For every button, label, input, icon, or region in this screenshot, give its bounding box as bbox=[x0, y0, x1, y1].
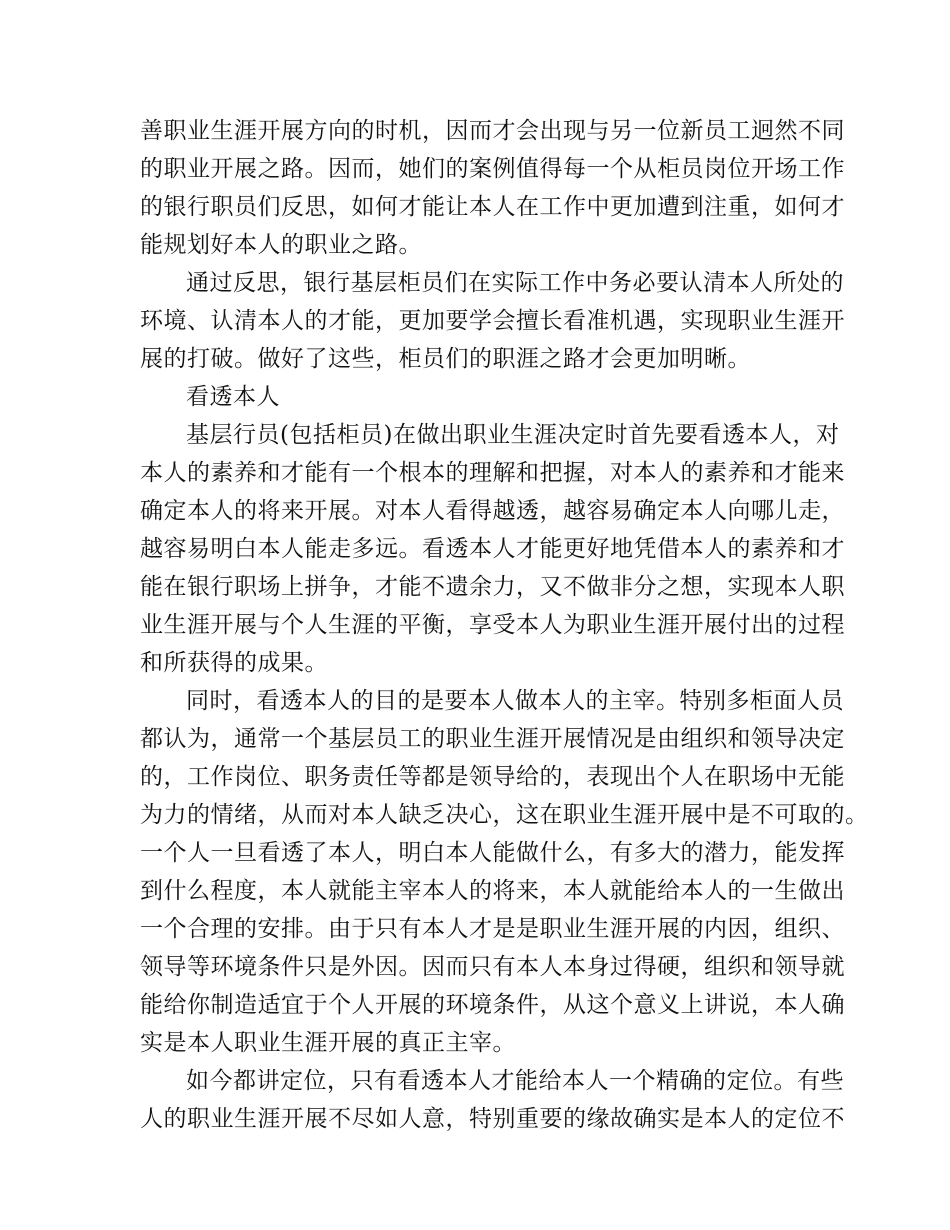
text-line: 能给你制造适宜于个人开展的环境条件，从这个意义上讲说，本人确 bbox=[140, 992, 845, 1018]
text-line: 一个合理的安排。由于只有本人才是是职业生涯开展的内因，组织、 bbox=[140, 916, 845, 942]
text-line: 为力的情绪，从而对本人缺乏决心，这在职业生涯开展中是不可取的。 bbox=[140, 802, 869, 828]
heading-text: 看透本人 bbox=[186, 384, 280, 410]
text-line: 确定本人的将来开展。对本人看得越透，越容易确定本人向哪儿走， bbox=[140, 498, 845, 524]
text-line: 本人的素养和才能有一个根本的理解和把握，对本人的素养和才能来 bbox=[140, 460, 845, 486]
text-line: 能规划好本人的职业之路。 bbox=[140, 232, 422, 258]
text-line: 如今都讲定位，只有看透本人才能给本人一个精确的定位。有些 bbox=[186, 1068, 844, 1094]
paragraph bbox=[140, 682, 869, 1062]
text-line: 人的职业生涯开展不尽如人意，特别重要的缘故确实是本人的定位不 bbox=[140, 1106, 845, 1132]
text-line: 的职业开展之路。因而，她们的案例值得每一个从柜员岗位开场工作 bbox=[140, 156, 845, 182]
text-line: 实是本人职业生涯开展的真正主宰。 bbox=[140, 1030, 516, 1056]
text-line: 都认为，通常一个基层员工的职业生涯开展情况是由组织和领导决定 bbox=[140, 726, 845, 752]
text-line: 业生涯开展与个人生涯的平衡，享受本人为职业生涯开展付出的过程 bbox=[140, 612, 845, 638]
paragraph bbox=[140, 1062, 845, 1138]
paragraph-continuation bbox=[140, 112, 845, 264]
document-body bbox=[140, 112, 869, 1138]
text-line: 环境、认清本人的才能，更加要学会擅长看准机遇，实现职业生涯开 bbox=[140, 308, 845, 334]
text-line: 能在银行职场上拼争，才能不遗余力，又不做非分之想，实现本人职 bbox=[140, 574, 845, 600]
paragraph bbox=[140, 416, 845, 682]
text-line: 的，工作岗位、职务责任等都是领导给的，表现出个人在职场中无能 bbox=[140, 764, 845, 790]
paragraph bbox=[140, 264, 845, 378]
text-line: 领导等环境条件只是外因。因而只有本人本身过得硬，组织和领导就 bbox=[140, 954, 845, 980]
text-line: 同时，看透本人的目的是要本人做本人的主宰。特别多柜面人员 bbox=[186, 688, 844, 714]
text-line: 通过反思，银行基层柜员们在实际工作中务必要认清本人所处的 bbox=[186, 270, 844, 296]
text-line: 到什么程度，本人就能主宰本人的将来，本人就能给本人的一生做出 bbox=[140, 878, 845, 904]
text-line: 的银行职员们反思，如何才能让本人在工作中更加遭到注重，如何才 bbox=[140, 194, 845, 220]
text-line: 越容易明白本人能走多远。看透本人才能更好地凭借本人的素养和才 bbox=[140, 536, 845, 562]
text-line: 一个人一旦看透了本人，明白本人能做什么，有多大的潜力，能发挥 bbox=[140, 840, 845, 866]
text-line: 展的打破。做好了这些，柜员们的职涯之路才会更加明晰。 bbox=[140, 346, 751, 372]
text-line: 善职业生涯开展方向的时机，因而才会出现与另一位新员工迥然不同 bbox=[140, 118, 845, 144]
section-heading bbox=[140, 378, 810, 416]
text-line: 和所获得的成果。 bbox=[140, 650, 328, 676]
text-line: 基层行员(包括柜员)在做出职业生涯决定时首先要看透本人，对 bbox=[186, 422, 840, 448]
